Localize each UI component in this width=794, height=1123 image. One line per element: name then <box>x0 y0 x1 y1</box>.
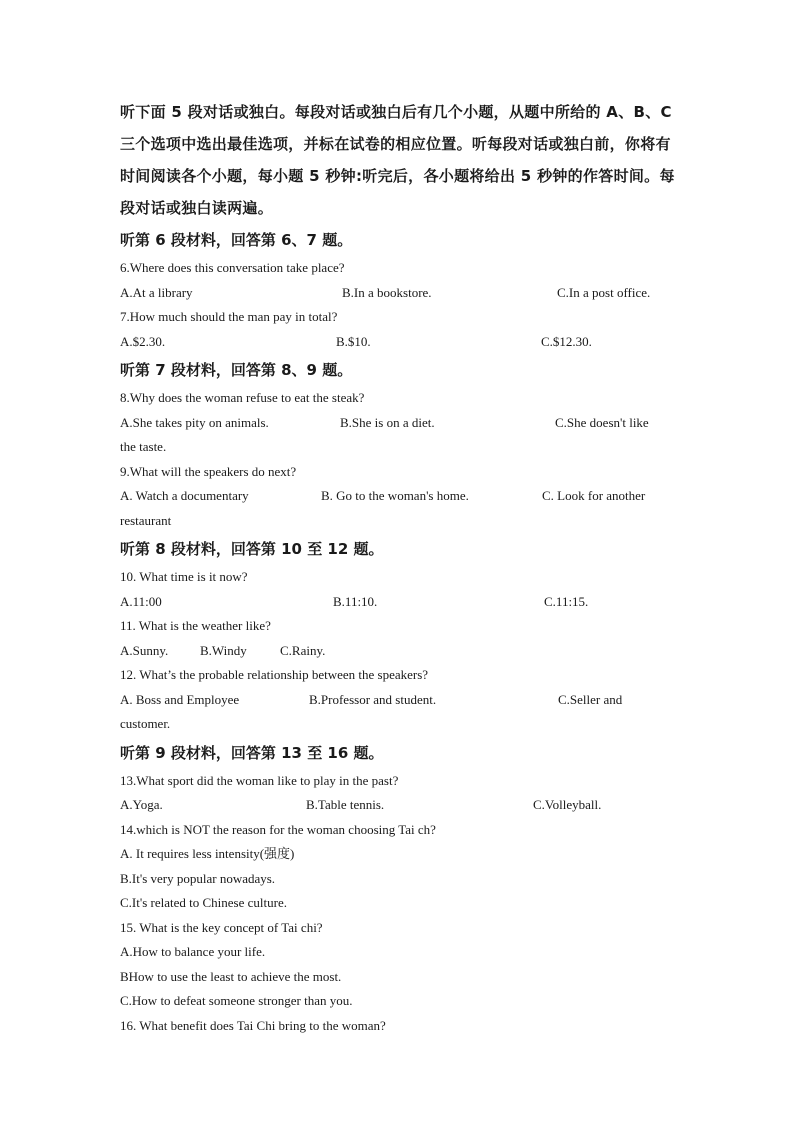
option-a: A. Boss and Employee <box>120 691 240 707</box>
question-9-options <box>120 484 680 509</box>
option-b: B.She is on a diet. <box>340 414 435 430</box>
question-15-option-a: A.How to balance your life. <box>120 944 266 959</box>
section-instructions: 听下面 5 段对话或独白。每段对话或独白后有几个小题，从题中所给的 A、B、C 三个选项中选出最佳选项，并标在试卷的相应位置。听每段对话或独白前，你将有时间阅读各个小题，每小题 5 秒钟:听完后，各小题将给出 5 秒钟的作答时间。每段对话或独白读两遍。 <box>120 103 675 217</box>
question-6-options <box>120 281 680 306</box>
question-8-options <box>120 411 680 436</box>
question-14-option-b: B.It's very popular nowadays. <box>120 870 276 886</box>
option-a: A.She takes pity on animals. <box>120 414 269 430</box>
option-b: B.Windy <box>200 642 247 658</box>
option-c: C.Rainy. <box>280 642 326 658</box>
listening-section <box>120 96 680 1038</box>
question-15-stem: 15. What is the key concept of Tai chi? <box>120 919 323 935</box>
question-16-stem: 16. What benefit does Tai Chi bring to the woman? <box>120 1017 386 1033</box>
question-10-stem: 10. What time is it now? <box>120 569 248 584</box>
option-a: A.11:00 <box>120 593 162 609</box>
question-13-stem: 13.What sport did the woman like to play in the past? <box>120 772 399 788</box>
question-11-stem: 11. What is the weather like? <box>120 618 271 633</box>
question-15-option-c: C.How to defeat someone stronger than you. <box>120 993 353 1008</box>
question-8-stem: 8.Why does the woman refuse to eat the steak? <box>120 390 365 405</box>
option-b: B.11:10. <box>333 593 378 609</box>
option-c: C.Seller and <box>558 691 623 707</box>
question-14-option-c: C.It's related to Chinese culture. <box>120 895 287 910</box>
option-b: B.$10. <box>336 333 371 349</box>
option-a: A.Yoga. <box>120 797 163 812</box>
question-12-options <box>120 688 680 713</box>
option-b: B.In a bookstore. <box>342 284 432 300</box>
option-c: C.In a post office. <box>557 284 651 300</box>
option-c: C. Look for another <box>542 488 646 503</box>
option-b: B. Go to the woman's home. <box>321 488 469 503</box>
option-b: B.Table tennis. <box>306 797 385 812</box>
option-c: C.Volleyball. <box>533 797 602 812</box>
question-14-stem: 14.which is NOT the reason for the woman choosing Tai ch? <box>120 821 436 837</box>
question-12-option-continuation: customer. <box>120 716 171 731</box>
question-9-stem: 9.What will the speakers do next? <box>120 463 297 479</box>
option-a: A.At a library <box>120 284 193 300</box>
question-9-option-continuation: restaurant <box>120 512 172 528</box>
option-a: A. Watch a documentary <box>120 488 249 503</box>
section-heading-7: 听第 7 段材料，回答第 8、9 题。 <box>120 361 353 379</box>
option-c: C.She doesn't like <box>555 414 649 430</box>
question-13-options <box>120 793 680 818</box>
option-b: B.Professor and student. <box>309 691 437 707</box>
question-7-options <box>120 330 680 355</box>
question-10-options <box>120 590 680 615</box>
question-7-stem: 7.How much should the man pay in total? <box>120 309 338 324</box>
option-c: C.$12.30. <box>541 333 592 349</box>
question-15-option-b: BHow to use the least to achieve the most. <box>120 968 342 984</box>
question-12-stem: 12. What’s the probable relationship between the speakers? <box>120 667 429 682</box>
option-c: C.11:15. <box>544 593 589 609</box>
section-heading-6: 听第 6 段材料，回答第 6、7 题。 <box>120 231 353 249</box>
question-14-option-a: A. It requires less intensity(强度) <box>120 846 295 861</box>
section-heading-9: 听第 9 段材料，回答第 13 至 16 题。 <box>120 743 384 762</box>
question-6-stem: 6.Where does this conversation take place? <box>120 260 345 275</box>
question-11-options <box>120 639 680 664</box>
section-heading-8: 听第 8 段材料，回答第 10 至 12 题。 <box>120 540 384 558</box>
question-8-option-continuation: the taste. <box>120 439 167 454</box>
option-a: A.$2.30. <box>120 333 166 349</box>
option-a: A.Sunny. <box>120 642 169 658</box>
